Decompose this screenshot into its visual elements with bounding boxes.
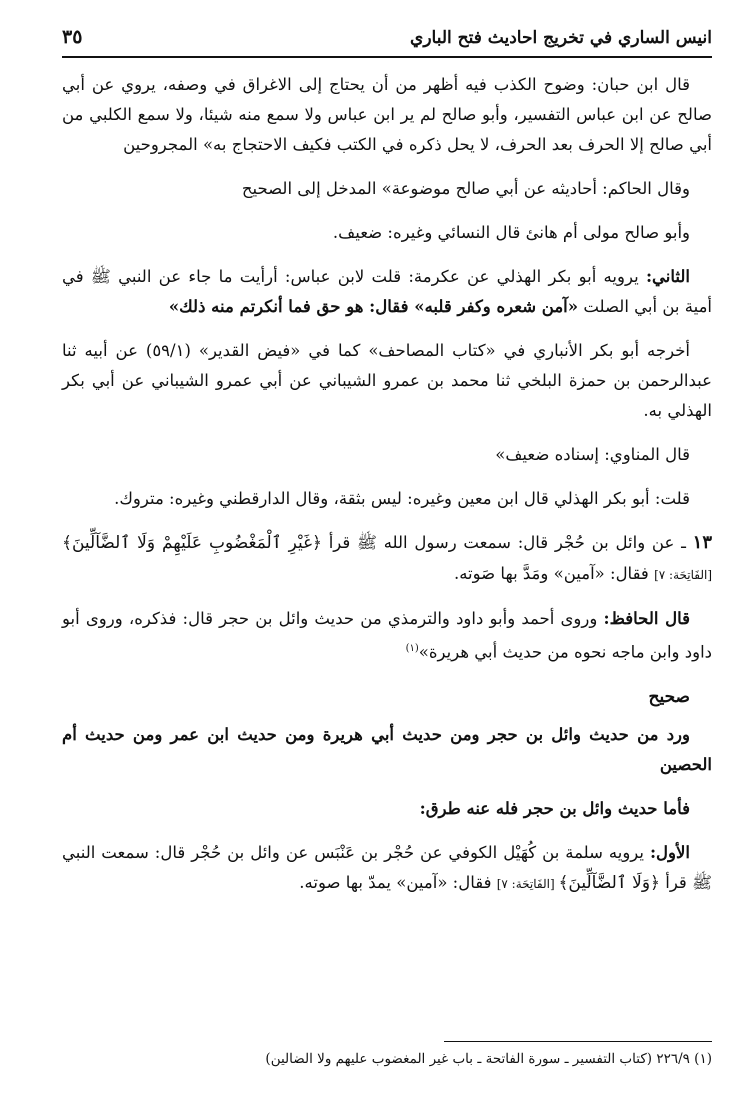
second-label: الثاني: bbox=[645, 267, 690, 286]
paragraph-munawi: قال المناوي: إسناده ضعيف» bbox=[495, 445, 690, 464]
first-text-end: فقال: «آمين» يمدّ بها صوته. bbox=[299, 872, 497, 892]
paragraph-first-route bbox=[62, 838, 712, 899]
paragraph-abu-salih: وأبو صالح مولى أم هانئ قال النسائي وغيره: ضعيف. bbox=[332, 223, 690, 242]
hadith-text-end: فقال: «آمين» ومَدَّ بها صَوته. bbox=[453, 564, 655, 583]
paragraph-qultu: قلت: أبو بكر الهذلي قال ابن معين وغيره: ليس بثقة، وقال الدارقطني وغيره: متروك. bbox=[114, 489, 690, 508]
hafiz-label: قال الحافظ: bbox=[603, 609, 691, 628]
footnote-marker: (١) bbox=[405, 643, 419, 654]
second-bold-text: «آمن شعره وكفر قلبه» فقال: هو حق فما أنكرتم منه ذلك» bbox=[168, 297, 579, 316]
book-title: انيس الساري في تخريج احاديث فتح الباري bbox=[410, 28, 712, 48]
surah-ref-2: [الفَاتِحَة: ٧] bbox=[496, 876, 559, 891]
first-label: الأول: bbox=[649, 842, 690, 862]
running-header bbox=[62, 26, 712, 58]
paragraph-anbari: أخرجه أبو بكر الأنباري في «كتاب المصاحف» كما في «فيض القدير» (٥٩/١) عن أبيه ثنا عبدالرحمن بن حمزة البلخي ثنا محمد بن عمرو الشيباني عن أبي عمرو الشيباني عن أبي بكر الهذلي به. bbox=[62, 341, 712, 420]
quran-verse: ﴿غَيْرِ ٱلْمَغْضُوبِ عَلَيْهِمْ وَلَا ٱلضَّآلِّينَ﴾ bbox=[62, 533, 322, 553]
hafiz-text: وروى أحمد وأبو داود والترمذي من حديث وائل بن حجر قال: فذكره، وروى أبو داود وابن ماجه نحوه من حديث أبي هريرة» bbox=[62, 609, 712, 662]
footnote: (١) ٢٢٦/٩ (كتاب التفسير ـ سورة الفاتحة ـ باب غير المغضوب عليهم ولا الضالين) bbox=[265, 1051, 712, 1067]
book-page bbox=[62, 26, 712, 1086]
surah-ref: [الفَاتِحَة: ٧] bbox=[654, 568, 712, 582]
paragraph-second-route bbox=[62, 262, 712, 322]
page-number: ٣٥ bbox=[62, 26, 83, 48]
hadith-13 bbox=[62, 528, 712, 590]
paragraph-routes-overview: ورد من حديث وائل بن حجر ومن حديث أبي هريرة ومن حديث ابن عمر ومن حديث أم الحصين bbox=[62, 724, 712, 774]
footnote-divider bbox=[444, 1041, 712, 1042]
first-text: يرويه سلمة بن كُهَيْل الكوفي عن حُجْر بن عَنْبَس عن وائل بن حُجْر قال: سمعت النبي ﷺ قرأ bbox=[62, 842, 712, 892]
second-text: يرويه أبو بكر الهذلي عن عكرمة: قلت لابن عباس: أرأيت ما جاء عن النبي ﷺ في أمية بن أبي الصلت bbox=[62, 267, 712, 316]
grade-heading: صحيح bbox=[648, 686, 690, 707]
hadith-text: ـ عن وائل بن حُجْر قال: سمعت رسول الله ﷺ قرأ bbox=[321, 533, 693, 552]
quran-verse-2: ﴿وَلَا ٱلضَّآلِّينَ﴾ bbox=[558, 872, 660, 893]
paragraph-ibn-hibban: قال ابن حبان: وضوح الكذب فيه أظهر من أن يحتاج إلى الاغراق في وصفه، يروي عن أبي صالح عن ابن عباس التفسير، وأبو صالح لم ير ابن عباس ولا سمع منه شيئا، ولا سمع الكلبي من أبي صالح إلا الحرف بعد الحرف، لا يحل ذكره في الكتب فكيف الاحتجاج به» المجروحين bbox=[62, 75, 712, 154]
paragraph-hafiz bbox=[62, 604, 712, 668]
paragraph-hakim: وقال الحاكم: أحاديثه عن أبي صالح موضوعة» المدخل إلى الصحيح bbox=[241, 179, 690, 198]
page-body bbox=[62, 70, 712, 899]
paragraph-wail-routes: فأما حديث وائل بن حجر فله عنه طرق: bbox=[419, 798, 690, 818]
hadith-number: ١٣ bbox=[692, 532, 712, 553]
